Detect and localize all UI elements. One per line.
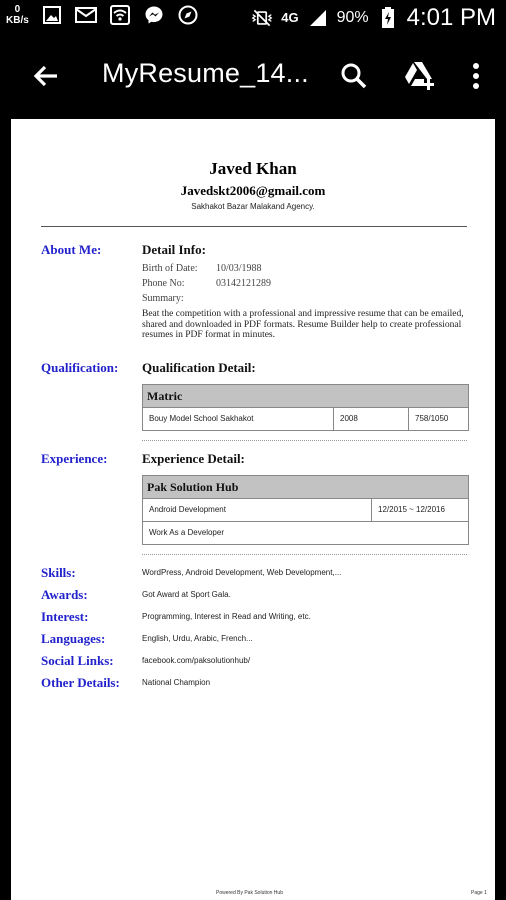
resume-name: Javed Khan — [209, 159, 297, 178]
back-button[interactable] — [30, 60, 62, 92]
more-vertical-icon — [471, 62, 481, 90]
interest-label: Interest: — [41, 609, 89, 624]
qualification-title: Matric — [143, 385, 468, 408]
wifi-box-icon — [109, 4, 131, 26]
search-button[interactable] — [336, 58, 372, 94]
summary-label: Summary: — [142, 293, 184, 304]
app-bar — [0, 38, 506, 116]
table-row — [143, 522, 468, 544]
company-name: Pak Solution Hub — [143, 476, 468, 499]
mute-vibrate-icon — [251, 7, 273, 29]
mail-icon — [75, 4, 97, 26]
network-speed-unit: KB/s — [6, 15, 29, 26]
qualification-table — [142, 384, 469, 431]
interest-value: Programming, Interest in Read and Writing, etc. — [142, 612, 311, 621]
table-row — [143, 408, 468, 430]
back-arrow-icon — [30, 60, 62, 92]
footer-credit: Powered By Pak Solution Hub — [216, 890, 283, 896]
experience-table — [142, 475, 469, 545]
compass-icon — [177, 4, 199, 26]
phone-label: Phone No: — [142, 278, 185, 289]
social-links-label: Social Links: — [41, 653, 114, 668]
description-cell: Work As a Developer — [149, 528, 224, 537]
experience-heading: Experience Detail: — [142, 451, 245, 466]
status-left — [6, 4, 199, 26]
dotted-divider — [142, 440, 467, 441]
dotted-divider — [142, 554, 467, 555]
messenger-icon — [143, 4, 165, 26]
dob-label: Birth of Date: — [142, 263, 198, 274]
drive-add-icon — [403, 61, 437, 91]
status-right — [251, 4, 496, 32]
about-label: About Me: — [41, 242, 102, 257]
skills-value: WordPress, Android Development, Web Development,... — [142, 568, 342, 577]
detail-info-heading: Detail Info: — [142, 242, 206, 257]
qualification-heading: Qualification Detail: — [142, 360, 256, 375]
battery-charging-icon — [377, 7, 399, 29]
role-cell: Android Development — [143, 499, 372, 521]
skills-label: Skills: — [41, 565, 76, 580]
battery-percent: 90% — [336, 9, 369, 26]
languages-value: English, Urdu, Arabic, French... — [142, 634, 253, 643]
pdf-page[interactable] — [11, 119, 495, 900]
year-cell: 2008 — [334, 408, 409, 430]
phone-value: 03142121289 — [216, 278, 271, 289]
social-links-value: facebook.com/paksolutionhub/ — [142, 656, 251, 665]
awards-value: Got Award at Sport Gala. — [142, 590, 231, 599]
network-type: 4G — [281, 10, 299, 25]
experience-label: Experience: — [41, 451, 108, 466]
school-cell: Bouy Model School Sakhakot — [143, 408, 334, 430]
drive-add-button[interactable] — [402, 58, 438, 94]
document-title: MyResume_14... — [102, 58, 309, 88]
languages-label: Languages: — [41, 631, 106, 646]
other-details-value: National Champion — [142, 678, 211, 687]
qualification-label: Qualification: — [41, 360, 119, 375]
summary-text: Beat the competition with a professional and impressive resume that can be emailed, shared and downloaded in PDF formats. Resume Builder help to create professional resumes in PDF format in minutes. — [142, 309, 464, 340]
other-details-label: Other Details: — [41, 675, 120, 690]
network-speed-value: 0 — [14, 4, 21, 15]
signal-icon — [307, 7, 329, 29]
header-divider — [41, 226, 467, 227]
awards-label: Awards: — [41, 587, 88, 602]
status-bar — [0, 0, 506, 38]
overflow-menu-button[interactable] — [458, 58, 494, 94]
page-number: Page 1 — [471, 890, 487, 896]
search-icon — [340, 62, 368, 90]
dob-value: 10/03/1988 — [216, 263, 262, 274]
dates-cell: 12/2015 ~ 12/2016 — [378, 505, 445, 514]
image-icon — [41, 4, 63, 26]
marks-cell: 758/1050 — [415, 414, 449, 423]
table-row — [143, 499, 468, 522]
clock: 4:01 PM — [406, 4, 496, 31]
network-speed — [6, 4, 29, 26]
resume-email: Javedskt2006@gmail.com — [180, 183, 326, 198]
resume-address: Sakhakot Bazar Malakand Agency. — [191, 202, 315, 211]
